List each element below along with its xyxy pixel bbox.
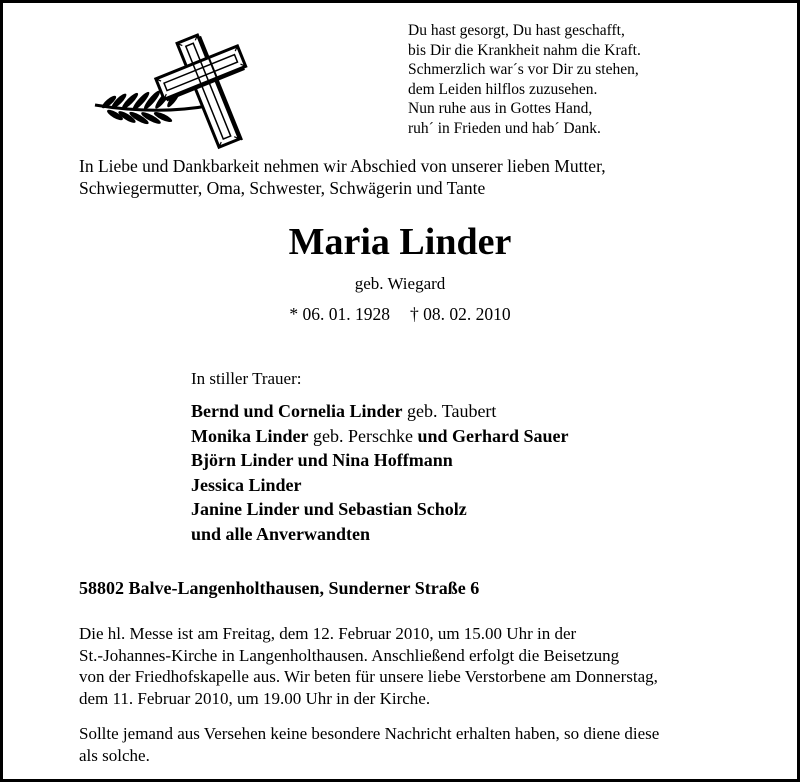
mourner-line bbox=[191, 424, 569, 449]
mourning-title: In stiller Trauer: bbox=[191, 369, 302, 388]
service-line: St.-Johannes-Kirche in Langenholthausen. Anschließend erfolgt die Beisetzung bbox=[79, 645, 620, 665]
birth-name: geb. Wiegard bbox=[354, 274, 446, 293]
poem-line: Du hast gesorgt, Du hast geschafft, bbox=[408, 22, 625, 39]
death-date: † 08. 02. 2010 bbox=[410, 304, 511, 324]
notice bbox=[79, 723, 659, 766]
life-dates bbox=[3, 302, 797, 326]
mourner-name: Björn Linder und Nina Hoffmann bbox=[191, 450, 453, 471]
mourners-list bbox=[191, 399, 569, 547]
mourner-name: Bernd und Cornelia Linder bbox=[191, 401, 403, 421]
poem-line: Nun ruhe aus in Gottes Hand, bbox=[408, 100, 593, 118]
deceased-name: Maria Linder bbox=[288, 221, 512, 263]
service-line: Die hl. Messe ist am Freitag, dem 12. Februar 2010, um 15.00 Uhr in der bbox=[79, 624, 577, 643]
mourner-line bbox=[191, 522, 569, 547]
mourner-name: und Gerhard Sauer bbox=[417, 425, 569, 446]
farewell-intro bbox=[79, 155, 606, 199]
mourner-line bbox=[191, 473, 569, 498]
funeral-service-info bbox=[79, 623, 658, 709]
mourner-name: Monika Linder bbox=[191, 425, 309, 446]
mourner-line bbox=[191, 399, 569, 424]
poem bbox=[408, 21, 641, 139]
mourner-name: Jessica Linder bbox=[191, 474, 302, 495]
service-line: von der Friedhofskapelle aus. Wir beten für unsere liebe Verstorbene am Donnerstag, bbox=[79, 667, 658, 687]
birth-date: * 06. 01. 1928 bbox=[289, 304, 390, 324]
notice-line: als solche. bbox=[79, 745, 150, 765]
family-address: 58802 Balve-Langenholthausen, Sunderner Straße 6 bbox=[79, 578, 480, 598]
mourner-line bbox=[191, 497, 569, 522]
mourner-birth-name: geb. Perschke bbox=[308, 425, 418, 446]
notice-line: Sollte jemand aus Versehen keine besondere Nachricht erhalten haben, so diene diese bbox=[79, 724, 660, 743]
poem-line: Schmerzlich war´s vor Dir zu stehen, bbox=[408, 61, 639, 79]
mourner-name: Janine Linder und Sebastian Scholz bbox=[191, 499, 467, 520]
mourner-name: und alle Anverwandten bbox=[191, 523, 371, 544]
poem-line: ruh´ in Frieden und hab´ Dank. bbox=[408, 119, 601, 137]
mourner-line bbox=[191, 448, 569, 473]
poem-line: dem Leiden hilflos zuzusehen. bbox=[408, 80, 598, 98]
intro-line: In Liebe und Dankbarkeit nehmen wir Abschied von unserer lieben Mutter, bbox=[79, 156, 606, 176]
poem-line: bis Dir die Krankheit nahm die Kraft. bbox=[408, 41, 641, 59]
intro-line: Schwiegermutter, Oma, Schwester, Schwägerin und Tante bbox=[79, 178, 486, 198]
mourner-birth-name: geb. Taubert bbox=[402, 401, 497, 421]
service-line: dem 11. Februar 2010, um 19.00 Uhr in der Kirche. bbox=[79, 688, 431, 708]
cross-with-palm-branch-icon bbox=[91, 33, 291, 155]
